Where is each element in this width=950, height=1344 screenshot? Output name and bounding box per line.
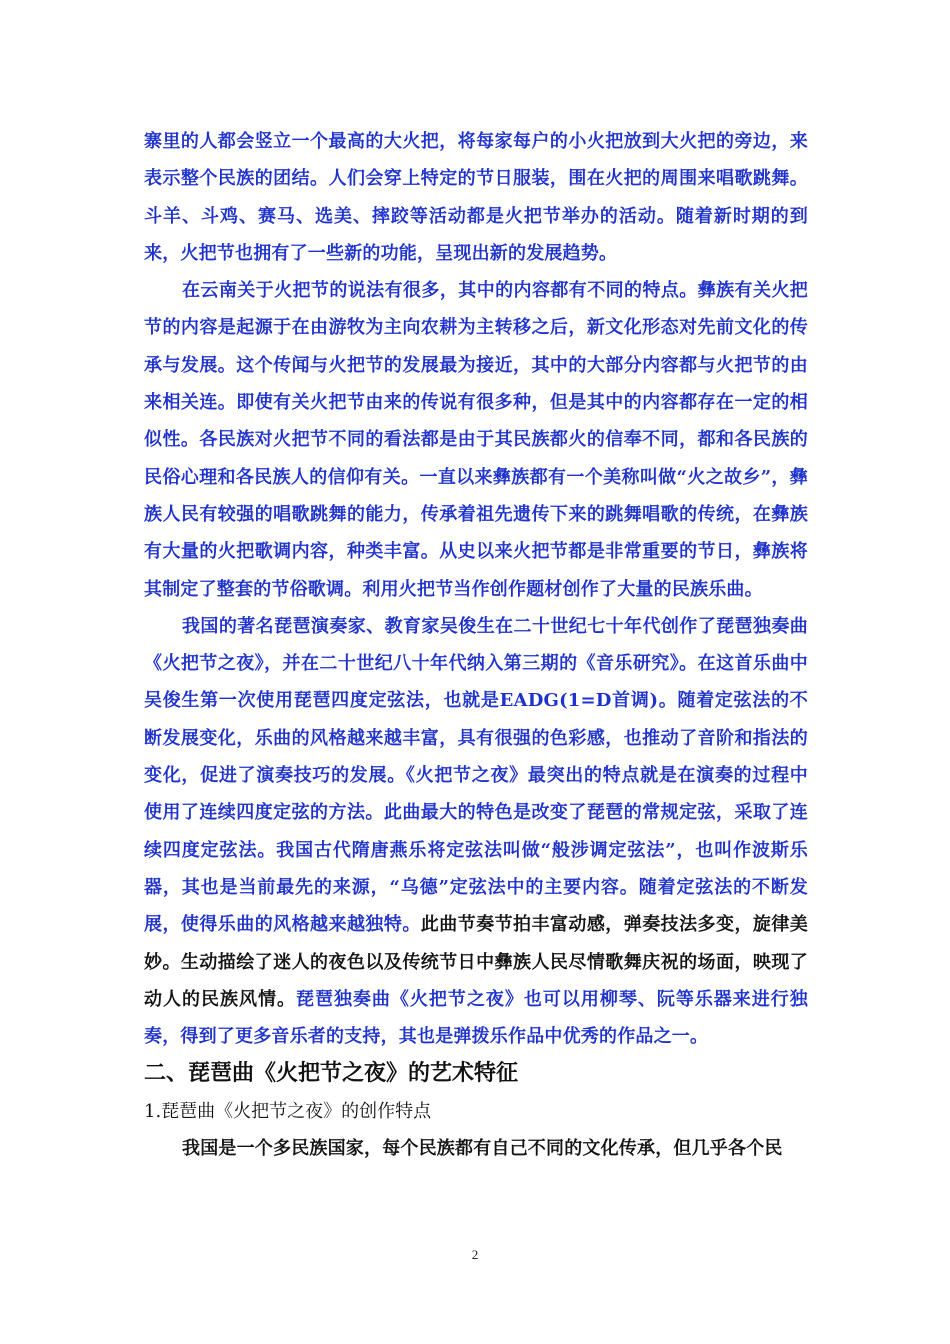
- paragraph-3-text-part-1: 我国的著名琵琶演奏家、教育家吴俊生在二十世纪七十年代创作了琵琶独奏曲《火把节之夜》，并在二十世纪八十年代纳入第三期的《音乐研究》。在这首乐曲中吴俊生第一次使用琵琶四度定弦法，也就是EADG(1=D首调)。随着定弦法的不断发展变化，乐曲的风格越来越丰富，具有很强的色彩感，也推动了音阶和指法的变化，促进了演奏技巧的发展。《火把节之夜》最突出的特点就是在演奏的过程中使用了连续四度定弦的方法。此曲最大的特色是改变了琵琶的常规定弦，采取了连续四度定弦法。我国古代隋唐燕乐将定弦法叫做“般涉调定弦法”，也叫作波斯乐器，其也是当前最先的来源，“乌德”定弦法中的主要内容。随着定弦法的不断发展，使得乐曲的风格越来越独特。: [144, 615, 808, 936]
- paragraph-3: [144, 608, 808, 1056]
- paragraph-4: 我国是一个多民族国家，每个民族都有自己不同的文化传承，但几乎各个民: [182, 1138, 783, 1160]
- paragraph-2: [144, 272, 808, 608]
- paragraph-1-text: 寨里的人都会竖立一个最高的大火把，将每家每户的小火把放到大火把的旁边，来表示整个民族的团结。人们会穿上特定的节日服装，围在火把的周围来唱歌跳舞。斗羊、斗鸡、赛马、选美、摔跤等活动都是火把节举办的活动。随着新时期的到来，火把节也拥有了一些新的功能，呈现出新的发展趋势。: [144, 131, 808, 264]
- paragraph-3-text-part-2: 此曲节奏节拍丰富动感，弹奏技法多变，旋律美妙。生动描绘了迷人的夜色以及传统节日中彝族人民尽情歌舞庆祝的场面，映现了动人的民族风情。: [144, 914, 809, 1010]
- paragraph-1: [144, 123, 808, 272]
- paragraph-3-text-part-3: 琵琶独奏曲《火把节之夜》也可以用柳琴、阮等乐器来进行独奏，得到了更多音乐者的支持，其也是弹拨乐作品中优秀的作品之一。: [144, 988, 808, 1048]
- paragraph-2-text: 在云南关于火把节的说法有很多，其中的内容都有不同的特点。彝族有关火把节的内容是起源于在由游牧为主向农耕为主转移之后，新文化形态对先前文化的传承与发展。这个传闻与火把节的发展最为接近，其中的大部分内容都与火把节的由来相关连。即使有关火把节由来的传说有很多种，但是其中的内容都存在一定的相似性。各民族对火把节不同的看法都是由于其民族都火的信奉不同，都和各民族的民俗心理和各民族人的信仰有关。一直以来彝族都有一个美称叫做“火之故乡”，彝族人民有较强的唱歌跳舞的能力，传承着祖先遗传下来的跳舞唱歌的传统，在彝族有大量的火把歌调内容，种类丰富。从史以来火把节都是非常重要的节日，彝族将其制定了整套的节俗歌调。利用火把节当作创作题材创作了大量的民族乐曲。: [144, 280, 808, 600]
- page-number: 2: [471, 1247, 479, 1262]
- subsection-heading: 1.琵琶曲《火把节之夜》的创作特点: [144, 1101, 432, 1123]
- page-content: [144, 123, 808, 1168]
- section-heading: 二、琵琶曲《火把节之夜》的艺术特征: [144, 1061, 519, 1087]
